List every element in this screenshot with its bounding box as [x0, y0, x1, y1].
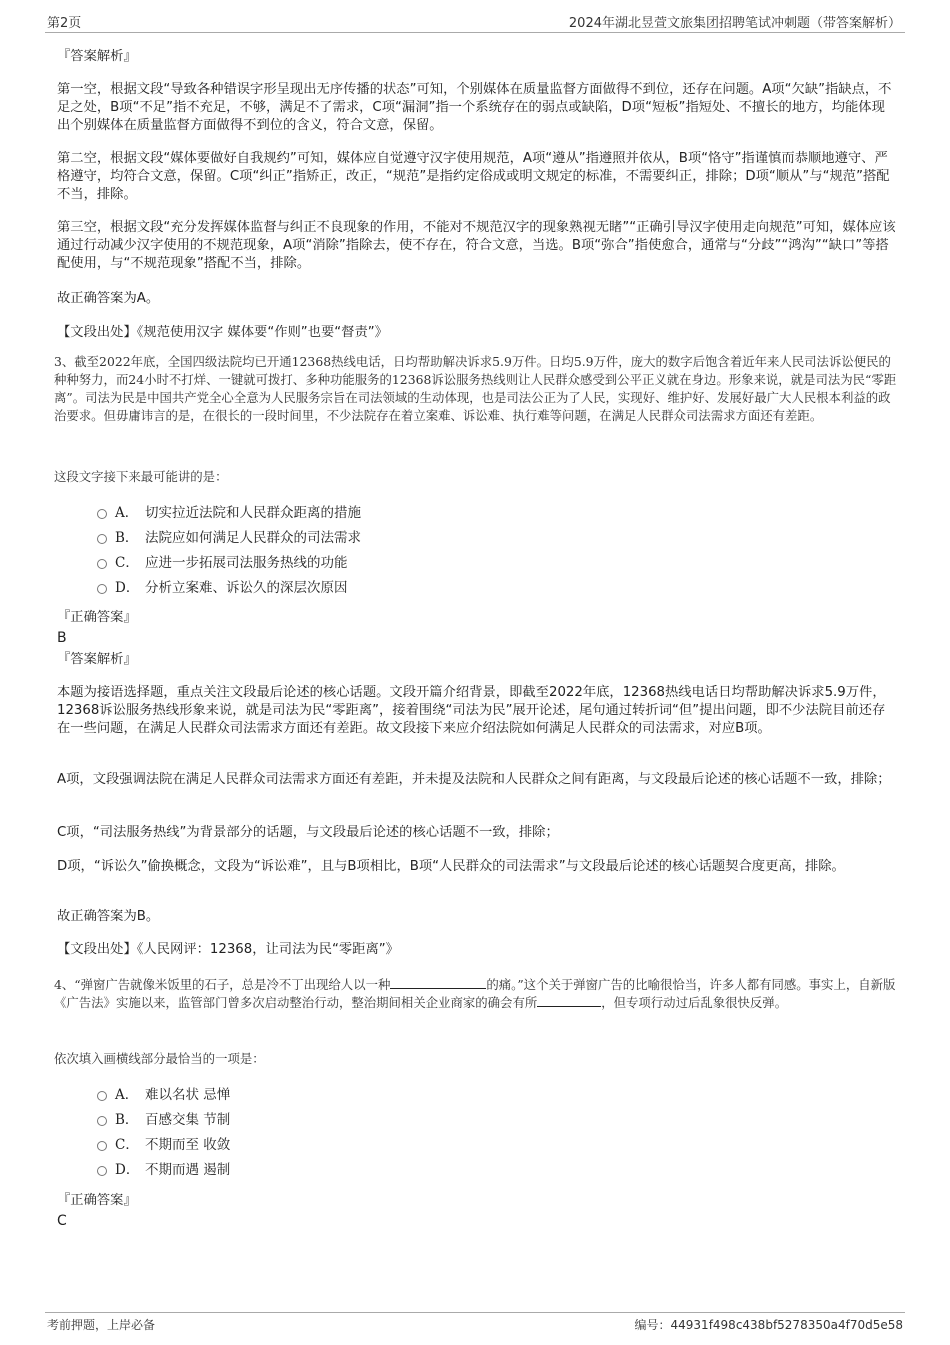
correct-answer: C: [57, 1213, 67, 1229]
correct-answer: B: [57, 630, 67, 646]
radio-icon[interactable]: [97, 509, 107, 519]
document-title: 2024年湖北昱萱文旅集团招聘笔试冲刺题（带答案解析）: [568, 16, 901, 31]
radio-icon[interactable]: [97, 534, 107, 544]
question-prompt: 这段文字接下来最可能讲的是：: [54, 469, 228, 484]
analysis-paragraph: 第一空，根据文段“导致各种错误字形呈现出无序传播的状态”可知，个别媒体在质量监督方面做得不到位，还存在问题。A项“欠缺”指缺点，不足之处，B项“不足”指不充足，不够，满足不了需求，C项“漏洞”指一个系统存在的弱点或缺陷，D项“短板”指短处、不擅长的地方，均能体现出个别媒体在质量监督方面做得不到位的含义，符合文意，保留。: [57, 82, 892, 133]
page-footer: [45, 1312, 905, 1337]
question-stem: 3、截至2022年底，全国四级法院均已开通12368热线电话，日均帮助解决诉求5.9万件。日均5.9万件，庞大的数字后饱含着近年来人民司法诉讼便民的种种努力，而24小时不打烊、一键就可拨打、多种功能服务的12368诉讼服务热线则让人民群众感受到公平正义就在身边。形象来说，就是司法为民“零距离”。司法为民是中国共产党全心全意为人民服务宗旨在司法领域的生动体现，也是司法公正为了人民，实现好、维护好、发展好最广大人民根本利益的政治要求。但毋庸讳言的是，在很长的一段时间里，不少法院存在着立案难、诉讼难、执行难等问题，在满足人民群众司法需求方面还有差距。: [54, 354, 897, 423]
options-list: [57, 1083, 657, 1183]
radio-icon[interactable]: [97, 1116, 107, 1126]
fill-blank-2: [537, 994, 601, 1007]
question-prompt: 依次填入画横线部分最恰当的一项是：: [54, 1051, 265, 1066]
analysis-paragraph: 本题为接语选择题，重点关注文段最后论述的核心话题。文段开篇介绍背景，即截至2022年底，12368热线电话日均帮助解决诉求5.9万件，12368诉讼服务热线形象来说，就是司法为民“零距离”，接着围绕“司法为民”展开论述，尾句通过转折词“但”提出问题，即不少法院目前还存在一些问题，在满足人民群众司法需求方面还有差距。故文段接下来应介绍法院如何满足人民群众的司法需求，对应B项。: [57, 685, 886, 736]
option-d[interactable]: D． 分析立案难、诉讼久的深层次原因: [57, 576, 657, 601]
analysis-paragraph: C项，“司法服务热线”为背景部分的话题，与文段最后论述的核心话题不一致，排除；: [57, 825, 559, 840]
radio-icon[interactable]: [97, 1091, 107, 1101]
analysis-label: 『答案解析』: [57, 49, 137, 64]
fill-blank-1: [390, 976, 486, 989]
options-list: [57, 501, 657, 601]
page-header: [45, 10, 905, 33]
correct-answer-label: 『正确答案』: [57, 610, 137, 625]
analysis-paragraph: 第三空，根据文段“充分发挥媒体监督与纠正不良现象的作用，不能对不规范汉字的现象熟视无睹”“正确引导汉字使用走向规范”可知，媒体应该通过行动减少汉字使用的不规范现象，A项“消除”指除去，使不存在，符合文意，当选。B项“弥合”指使愈合，通常与“分歧”“鸿沟”“缺口”等搭配使用，与“不规范现象”搭配不当，排除。: [57, 220, 896, 271]
option-c[interactable]: C． 不期而至 收敛: [57, 1133, 657, 1158]
footer-slogan: 考前押题，上岸必备: [47, 1318, 156, 1332]
analysis-paragraph: D项，“诉讼久”偷换概念，文段为“诉讼难”，且与B项相比，B项“人民群众的司法需求”与文段最后论述的核心话题契合度更高，排除。: [57, 859, 845, 874]
radio-icon[interactable]: [97, 1141, 107, 1151]
analysis-label: 『答案解析』: [57, 652, 137, 667]
correct-answer-label: 『正确答案』: [57, 1193, 137, 1208]
option-b[interactable]: B． 百感交集 节制: [57, 1108, 657, 1133]
analysis-paragraph: 第二空，根据文段“媒体要做好自我规约”可知，媒体应自觉遵守汉字使用规范，A项“遵从”指遵照并依从，B项“恪守”指谨慎而恭顺地遵守、严格遵守，均符合文意，保留。C项“纠正”指矫正，改正，“规范”是指约定俗成或明文规定的标准，不需要纠正，排除；D项“顺从”与“规范”搭配不当，排除。: [57, 151, 890, 202]
document-id: 编号：44931f498c438bf5278350a4f70d5e58: [634, 1318, 903, 1332]
answer-conclusion: 故正确答案为A。: [57, 291, 160, 306]
answer-conclusion: 故正确答案为B。: [57, 909, 160, 924]
option-a[interactable]: A． 切实拉近法院和人民群众距离的措施: [57, 501, 657, 526]
question-stem: 4、“弹窗广告就像米饭里的石子，总是冷不丁出现给人以一种 的痛。”这个关于弹窗广告的比喻很恰当，许多人都有同感。事实上，自新版《广告法》实施以来，监管部门曾多次启动整治行动，整治期间相关企业商家的确会有所 ，但专项行动过后乱象很快反弹。: [54, 977, 896, 1010]
option-c[interactable]: C． 应进一步拓展司法服务热线的功能: [57, 551, 657, 576]
radio-icon[interactable]: [97, 559, 107, 569]
option-b[interactable]: B． 法院应如何满足人民群众的司法需求: [57, 526, 657, 551]
radio-icon[interactable]: [97, 1166, 107, 1176]
passage-source: 【文段出处】《规范使用汉字 媒体要“作则”也要“督责”》: [57, 325, 388, 340]
radio-icon[interactable]: [97, 584, 107, 594]
option-d[interactable]: D． 不期而遇 遏制: [57, 1158, 657, 1183]
option-a[interactable]: A． 难以名状 忌惮: [57, 1083, 657, 1108]
analysis-paragraph: A项，文段强调法院在满足人民群众司法需求方面还有差距，并未提及法院和人民群众之间有距离，与文段最后论述的核心话题不一致，排除；: [57, 772, 891, 787]
passage-source: 【文段出处】《人民网评：12368，让司法为民“零距离”》: [57, 942, 399, 957]
page-number: 第2页: [47, 16, 82, 31]
